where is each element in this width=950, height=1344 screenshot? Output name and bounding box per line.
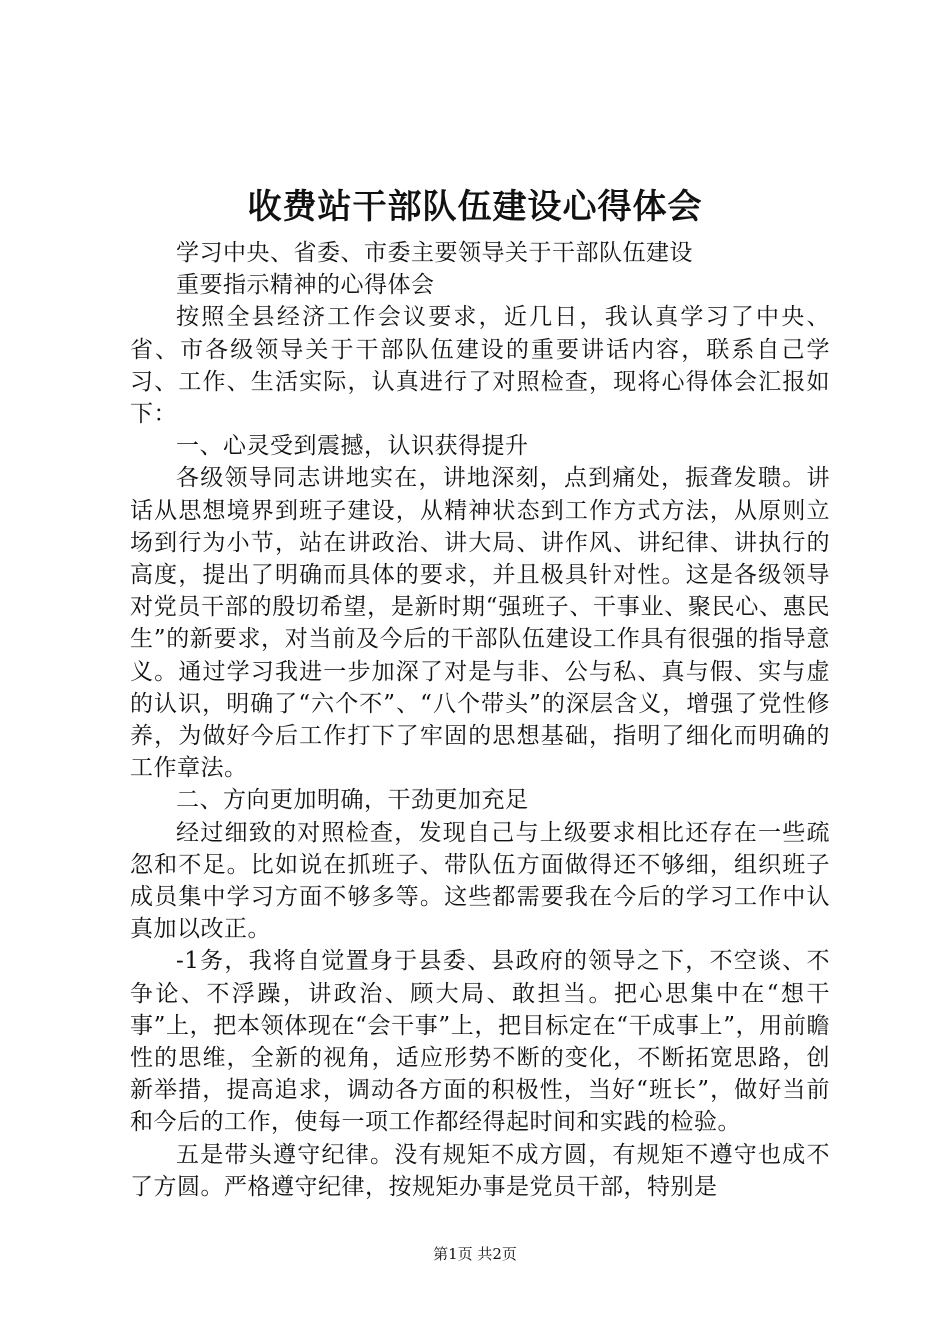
section-heading-1: 一、心灵受到震撼，认识获得提升 bbox=[176, 433, 529, 460]
document-body bbox=[130, 237, 830, 1203]
section-heading-2: 二、方向更加明确，干劲更加充足 bbox=[176, 787, 529, 814]
section-2-paragraph-2: -1务，我将自觉置身于县委、县政府的领导之下，不空谈、不争论、不浮躁，讲政治、顾大局、敢担当。把心思集中在“想干事”上，把本领体现在“会干事”上，把目标定在“干成事上”，用前瞻性的思维，全新的视角，适应形势不断的变化，不断拓宽思路，创新举措，提高追求，调动各方面的积极性，当好“班长”，做好当前和今后的工作，使每一项工作都经得起时间和实践的检验。 bbox=[130, 948, 830, 1136]
section-2-paragraph-3: 五是带头遵守纪律。没有规矩不成方圆，有规矩不遵守也成不了方圆。严格遵守纪律，按规矩办事是党员干部，特别是 bbox=[130, 1141, 830, 1200]
subtitle-line-2: 重要指示精神的心得体会 bbox=[176, 272, 435, 299]
document-title: 收费站干部队伍建设心得体会 bbox=[247, 187, 703, 227]
section-2-paragraph-1: 经过细致的对照检查，发现自己与上级要求相比还存在一些疏忽和不足。比如说在抓班子、带队伍方面做得还不够细，组织班子成员集中学习方面不够多等。这些都需要我在今后的学习工作中认真加以改正。 bbox=[130, 819, 830, 943]
page-footer: 第1页 共2页 bbox=[433, 1245, 517, 1263]
section-1-paragraph: 各级领导同志讲地实在，讲地深刻，点到痛处，振聋发聩。讲话从思想境界到班子建设，从精神状态到工作方式方法，从原则立场到行为小节，站在讲政治、讲大局、讲作风、讲纪律、讲执行的高度，提出了明确而具体的要求，并且极具针对性。这是各级领导对党员干部的殷切希望，是新时期“强班子、干事业、聚民心、惠民生”的新要求，对当前及今后的干部队伍建设工作具有很强的指导意义。通过学习我进一步加深了对是与非、公与私、真与假、实与虚的认识，明确了“六个不”、“八个带头”的深层含义，增强了党性修养，为做好今后工作打下了牢固的思想基础，指明了细化而明确的工作章法。 bbox=[130, 465, 830, 782]
subtitle-line-1: 学习中央、省委、市委主要领导关于干部队伍建设 bbox=[176, 240, 693, 266]
intro-paragraph: 按照全县经济工作会议要求，近几日，我认真学习了中央、省、市各级领导关于干部队伍建设的重要讲话内容，联系自己学习、工作、生活实际，认真进行了对照检查，现将心得体会汇报如下： bbox=[130, 304, 830, 428]
